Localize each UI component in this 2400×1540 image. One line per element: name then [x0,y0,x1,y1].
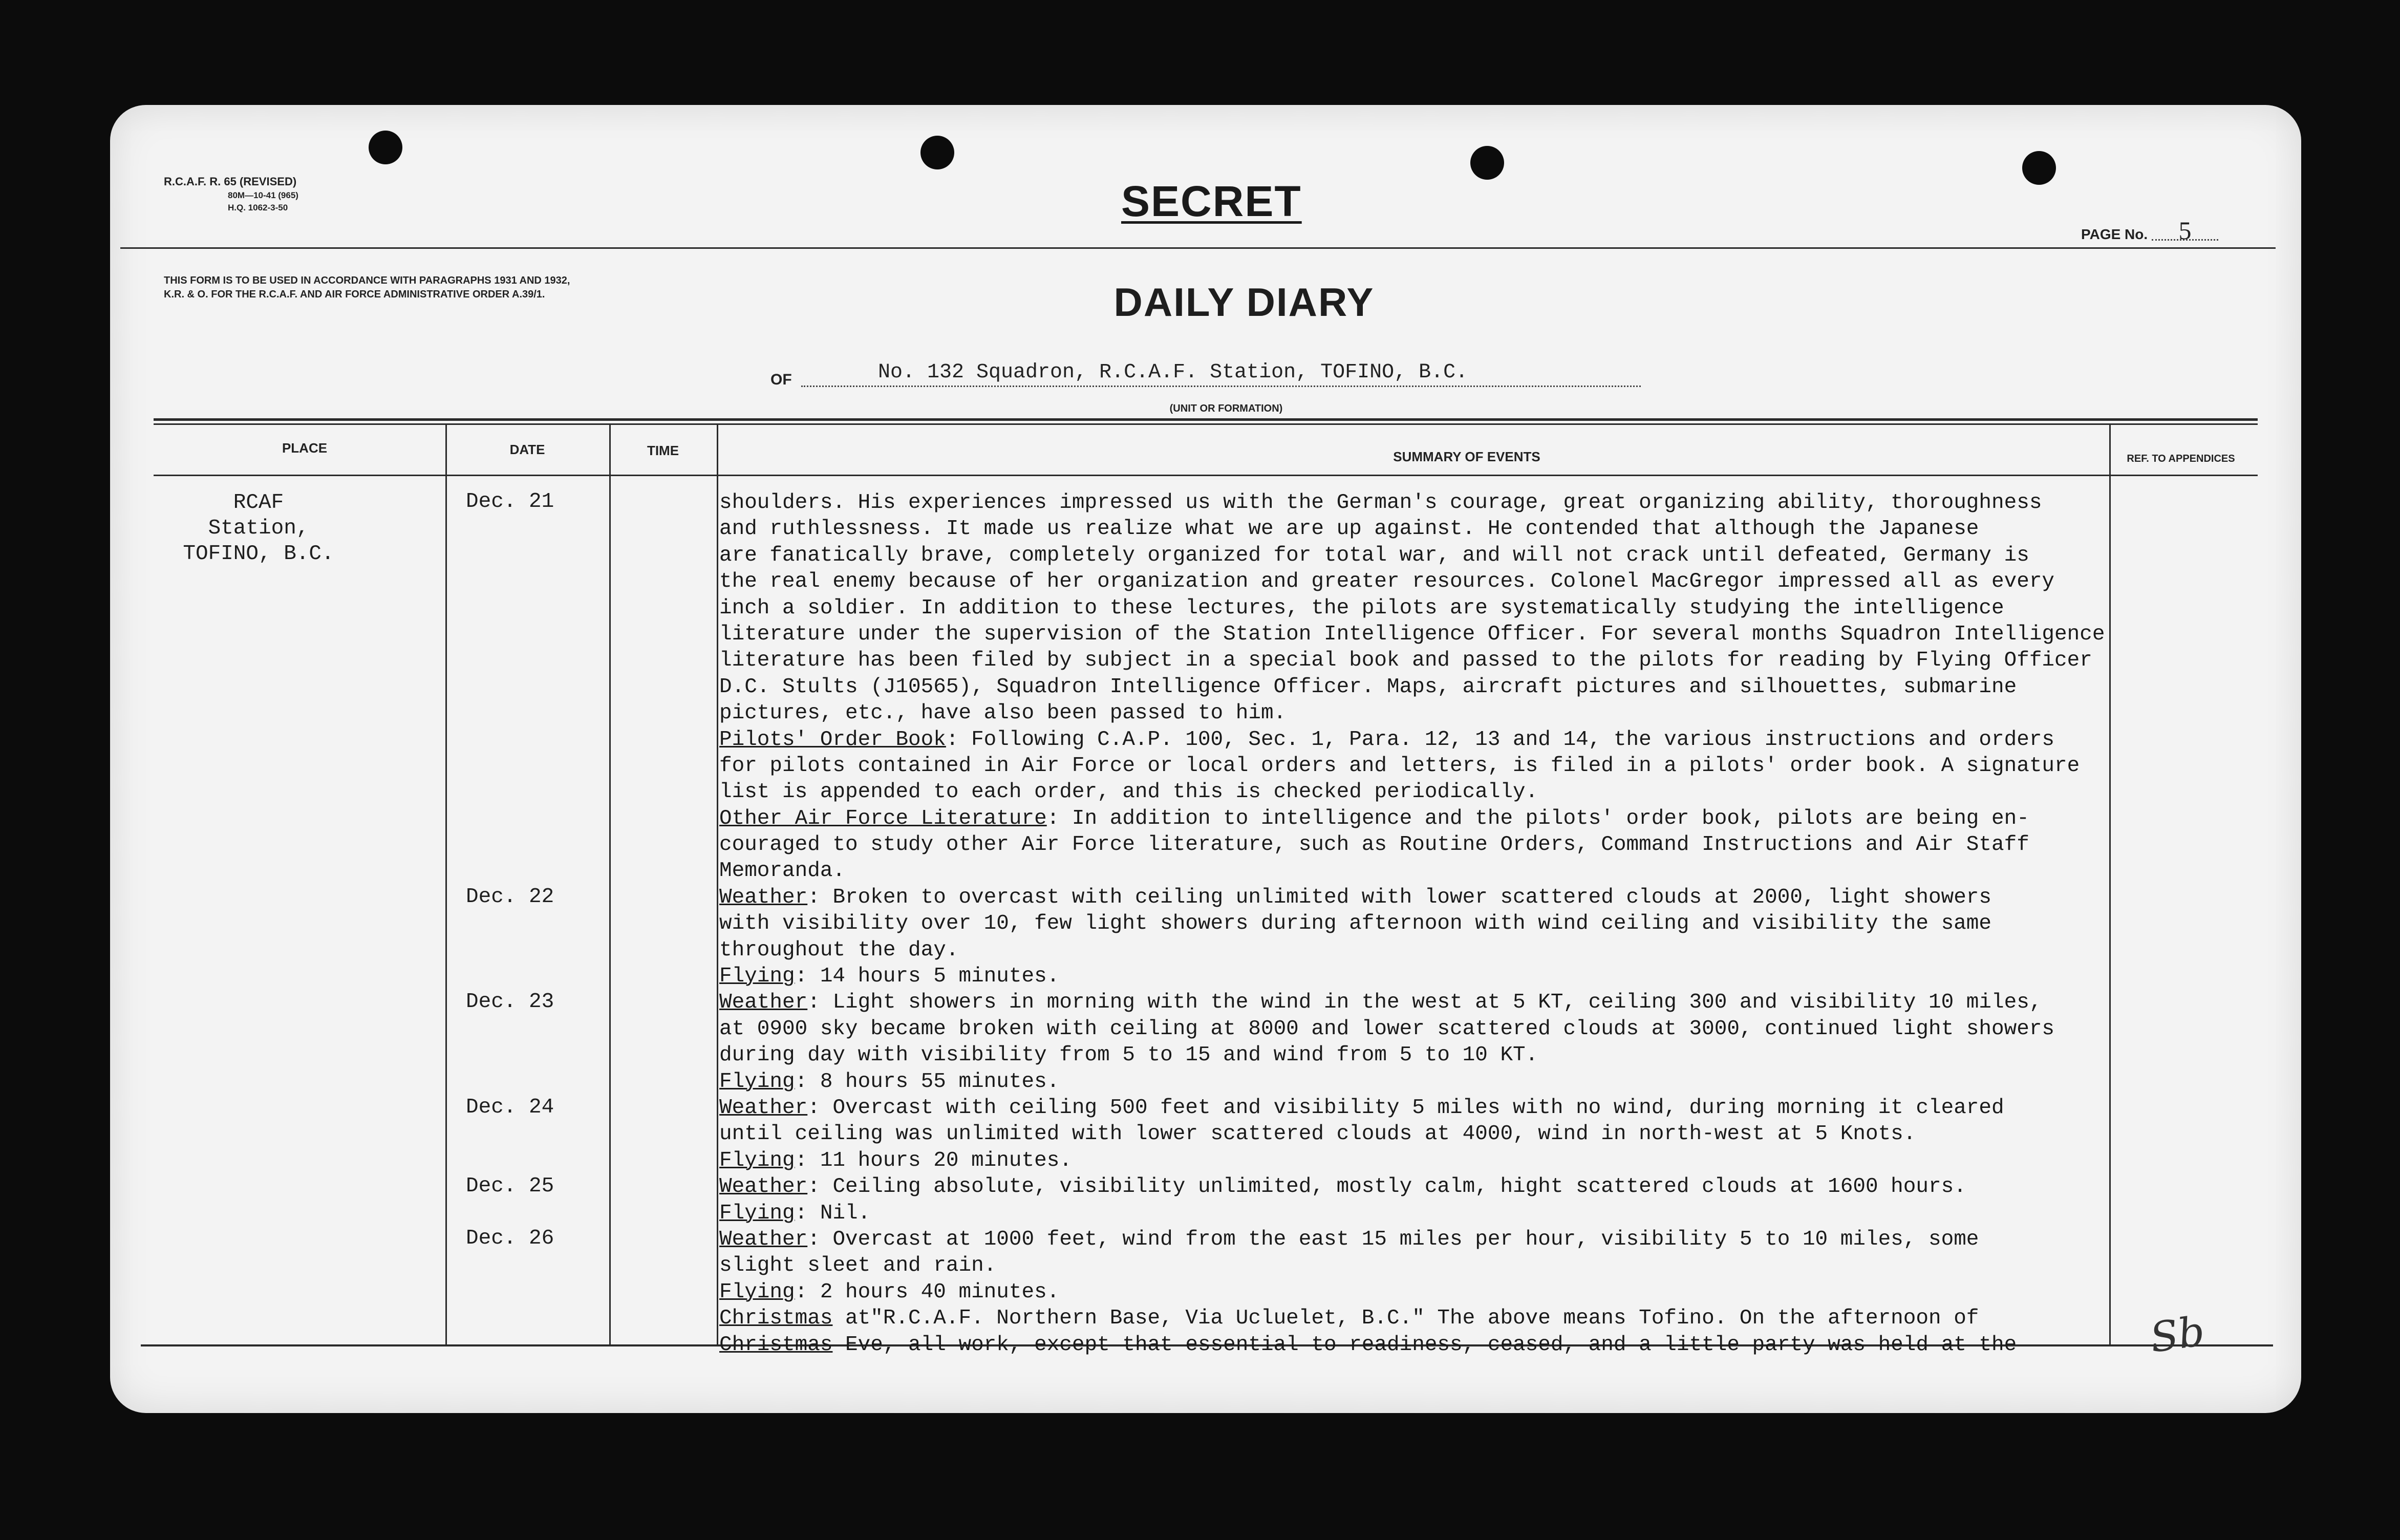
summary-line [719,832,2214,858]
entry-text: with visibility over 10, few light showers during afternoon with wind ceiling and visibility the same [719,912,1992,936]
entry-text: literature under the supervision of the Station Intelligence Officer. For several months Squadron Intelligence [719,622,2105,646]
entry-text: list is appended to each order, and this is checked periodically. [719,780,1538,804]
entry-text: : Overcast at 1000 feet, wind from the east 15 miles per hour, visibility 5 to 10 miles, some [807,1227,1979,1251]
form-hq-code: H.Q. 1062-3-50 [228,203,288,212]
entry-text: : Ceiling absolute, visibility unlimited, mostly calm, hight scattered clouds at 1600 hours. [807,1175,1966,1199]
entry-heading: Pilots' Order Book [719,728,946,752]
summary-line [719,885,2214,911]
summary-line [719,779,2214,805]
summary-line [719,595,2214,622]
summary-line [719,990,2214,1016]
column-header-summary: SUMMARY OF EVENTS [1393,449,1540,464]
entry-heading: Flying [719,1148,795,1172]
column-header-place: PLACE [282,440,328,456]
page-title: DAILY DIARY [1113,280,1375,325]
table-header-rule [154,475,2258,476]
punch-hole [920,136,954,169]
entry-heading: Flying [719,1201,795,1225]
summary-line [719,911,2214,937]
summary-line [719,727,2214,753]
form-number: R.C.A.F. R. 65 (REVISED) [164,175,297,188]
summary-line [719,964,2214,990]
entry-text: : Overcast with ceiling 500 feet and visibility 5 miles with no wind, during morning it cleared [807,1096,2004,1120]
summary-line [719,516,2214,542]
page-number-value: 5 [2152,222,2218,241]
summary-line [719,1016,2214,1042]
entry-text: : 14 hours 5 minutes. [795,965,1060,989]
summary-line [719,937,2214,964]
entry-text: : 8 hours 55 minutes. [795,1070,1060,1094]
entry-heading: Weather [719,885,808,909]
entry-text: couraged to study other Air Force literature, such as Routine Orders, Command Instructions and Air Staff [719,833,2029,857]
summary-line [719,1148,2214,1174]
summary-line [719,753,2214,779]
column-header-time: TIME [647,443,679,458]
page-number [2081,216,2218,245]
summary-line [719,1201,2214,1227]
summary-line [719,858,2214,884]
summary-of-events [719,490,2214,1358]
entry-text: until ceiling was unlimited with lower scattered clouds at 4000, wind in north-west at 5 Knots. [719,1122,1916,1146]
punch-hole [2022,151,2056,185]
table-top-rule [154,418,2258,421]
place-entry [182,490,335,567]
entry-text: throughout the day. [719,938,959,962]
header-rule [120,247,2276,249]
entry-text: Eve, all work, except that essential to readiness, ceased, and a little party was held at the [832,1333,2017,1357]
entry-text: the real enemy because of her organization and greater resources. Colonel MacGregor impressed all as every [719,570,2055,594]
summary-line [719,1095,2214,1121]
entry-text: are fanatically brave, completely organized for total war, and will not crack until defeated, Germany is [719,543,2029,567]
summary-line [719,674,2214,700]
summary-line [719,543,2214,569]
summary-line [719,569,2214,595]
form-print-code: 80M—10-41 (965) [228,190,298,200]
of-label: OF [770,371,792,388]
date-entry: Dec. 24 [466,1096,554,1119]
summary-line [719,490,2214,516]
summary-line [719,648,2214,674]
date-entry: Dec. 22 [466,885,554,909]
entry-text: inch a soldier. In addition to these lectures, the pilots are systematically studying the intelligence [719,596,2004,620]
unit-field-value: No. 132 Squadron, R.C.A.F. Station, TOFINO, B.C. [878,361,1468,384]
summary-line [719,700,2214,726]
summary-line [719,1279,2214,1306]
column-header-date: DATE [509,442,545,457]
entry-text: at 0900 sky became broken with ceiling at 8000 and lower scattered clouds at 3000, continued light showers [719,1017,2055,1041]
entry-text: : 11 hours 20 minutes. [795,1148,1072,1172]
summary-line [719,1306,2214,1332]
column-divider [717,423,718,1345]
entry-text: slight sleet and rain. [719,1254,997,1278]
entry-text: for pilots contained in Air Force or local orders and letters, is filed in a pilots' order book. A signature [719,754,2080,778]
entry-text: : 2 hours 40 minutes. [795,1280,1060,1304]
summary-line [719,1332,2214,1358]
summary-line [719,1174,2214,1200]
place-line: RCAF Station, [208,491,309,540]
table-top-rule-inner [154,423,2258,425]
page-number-label: PAGE No. [2081,226,2148,242]
entry-heading: Flying [719,1280,795,1304]
entry-heading: Weather [719,991,808,1015]
entry-text: shoulders. His experiences impressed us with the German's courage, great organizing ability, thoroughness [719,491,2042,515]
column-divider [445,423,447,1345]
entry-heading: Christmas [719,1307,833,1331]
summary-line [719,1069,2214,1095]
entry-heading: Other Air Force Literature [719,806,1047,830]
entry-heading: Flying [719,965,795,989]
column-divider [609,423,611,1345]
diary-sheet [110,105,2301,1413]
summary-line [719,1227,2214,1253]
summary-line [719,1121,2214,1147]
entry-text: at"R.C.A.F. Northern Base, Via Ucluelet, B.C." The above means Tofino. On the afternoon of [832,1307,1979,1331]
entry-heading: Weather [719,1227,808,1251]
form-reference [164,174,298,214]
entry-text: during day with visibility from 5 to 15 and wind from 5 to 10 KT. [719,1043,1538,1067]
handwritten-initials: Sb [2147,1307,2208,1362]
entry-heading: Flying [719,1070,795,1094]
summary-line [719,622,2214,648]
entry-heading: Weather [719,1175,808,1199]
entry-text: : Light showers in morning with the wind in the west at 5 KT, ceiling 300 and visibility 10 miles, [807,991,2042,1015]
date-entry: Dec. 23 [466,990,554,1014]
place-line: TOFINO, B.C. [183,542,334,566]
entry-text: pictures, etc., have also been passed to him. [719,701,1287,725]
entry-heading: Weather [719,1096,808,1120]
summary-line [719,1253,2214,1279]
entry-text: : Broken to overcast with ceiling unlimited with lower scattered clouds at 2000, light showers [807,885,1992,909]
entry-heading: Christmas [719,1333,833,1357]
unit-field-caption: (UNIT OR FORMATION) [1169,403,1283,414]
entry-text: literature has been filed by subject in a special book and passed to the pilots for reading by Flying Officer [719,649,2092,673]
summary-line [719,806,2214,832]
summary-line [719,1042,2214,1068]
entry-text: D.C. Stults (J10565), Squadron Intelligence Officer. Maps, aircraft pictures and silhouettes, submarine [719,675,2017,699]
punch-hole [1470,146,1504,180]
entry-text: : Following C.A.P. 100, Sec. 1, Para. 12, 13 and 14, the various instructions and orders [946,728,2055,752]
entry-text: and ruthlessness. It made us realize what we are up against. He contended that although the Japanese [719,517,1979,541]
classification-heading: SECRET [1121,177,1302,225]
column-header-ref: REF. TO APPENDICES [2127,453,2235,464]
entry-text: : Nil. [795,1201,871,1225]
punch-hole [369,131,402,164]
date-entry: Dec. 21 [466,490,554,514]
entry-text: Memoranda. [719,859,846,883]
form-usage-notice: THIS FORM IS TO BE USED IN ACCORDANCE WITH PARAGRAPHS 1931 AND 1932, K.R. & O. FOR THE R.C.A.F. AND AIR FORCE ADMINISTRATIVE ORDER A.39/1. [164,275,570,300]
date-entry: Dec. 25 [466,1174,554,1198]
entry-text: : In addition to intelligence and the pilots' order book, pilots are being en- [1046,806,2029,830]
date-entry: Dec. 26 [466,1227,554,1250]
